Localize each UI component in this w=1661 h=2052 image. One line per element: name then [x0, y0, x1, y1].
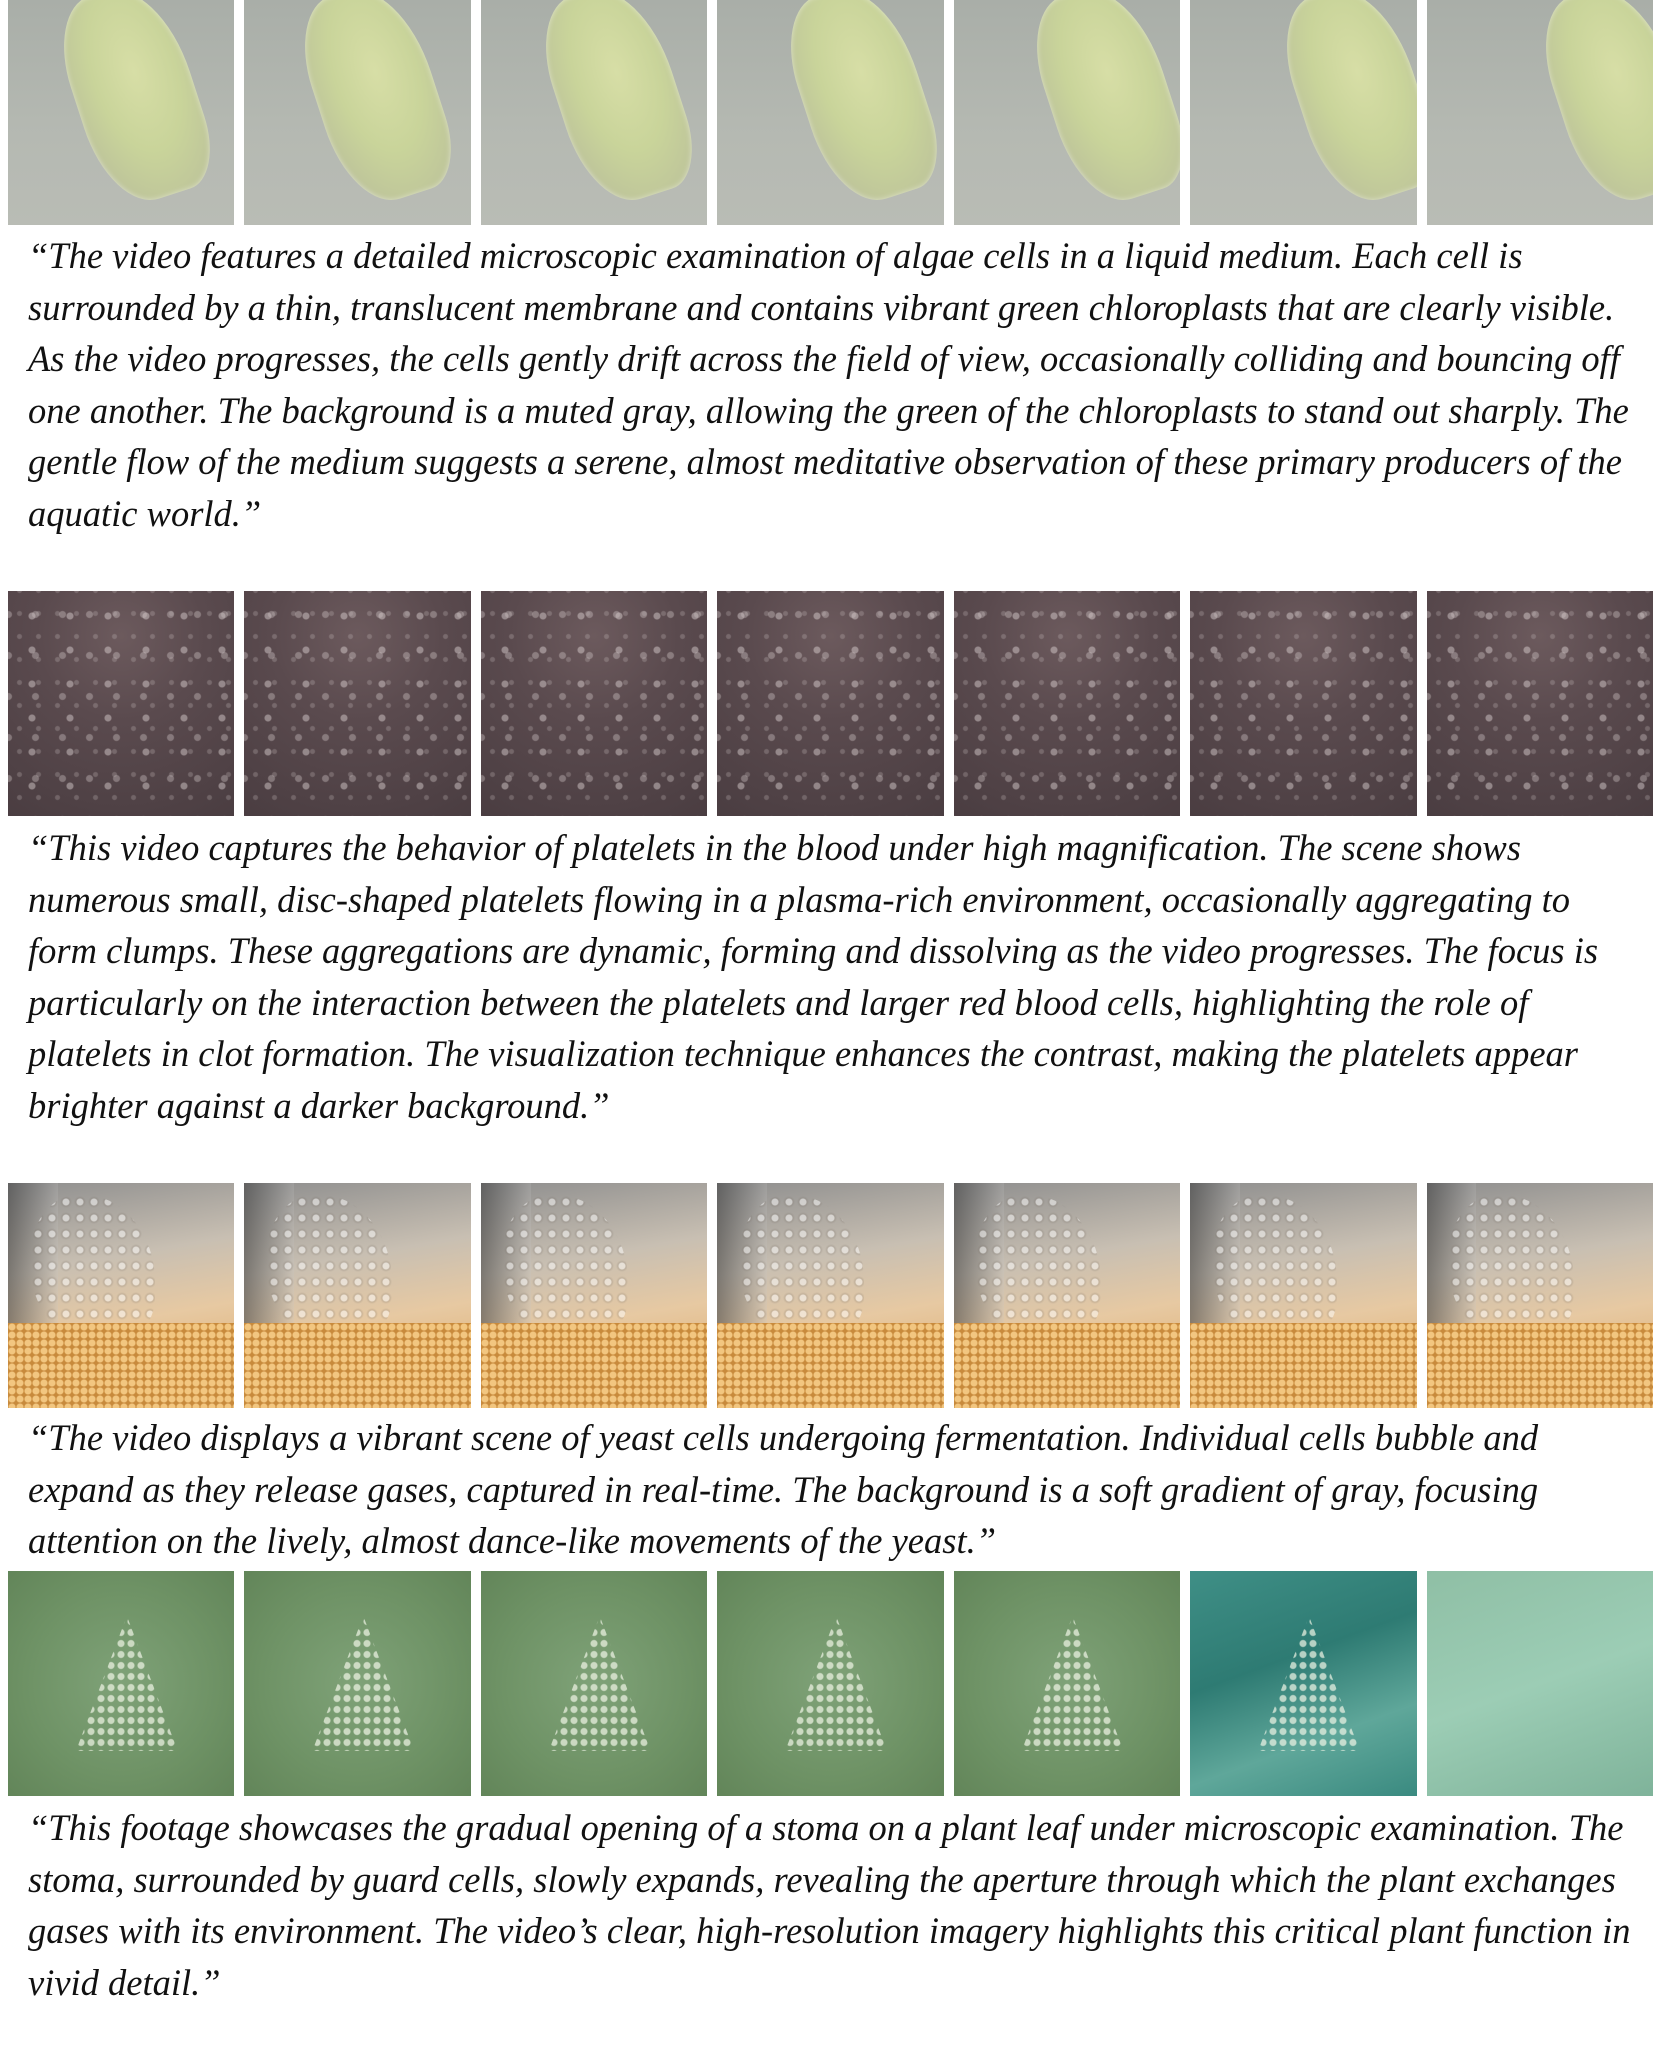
- yeast-frame-2: [244, 1183, 470, 1408]
- stoma-frame-strip: [8, 1571, 1653, 1796]
- algae-frame-strip: [8, 0, 1653, 225]
- platelet-caption: “This video captures the behavior of platelets in the blood under high magnification. The scene shows numerous small, disc-shaped platelets flowing in a plasma-rich environment, occasionally aggregating to form clumps. These aggregations are dynamic, forming and dissolving as the video progresses. The focus is particularly on the interaction between the platelets and larger red blood cells, highlighting the role of platelets in clot formation. The visualization technique enhances the contrast, making the platelets appear brighter against a darker background.”: [28, 827, 1599, 1126]
- stoma-frame-1: [8, 1571, 234, 1796]
- yeast-frame-4: [717, 1183, 943, 1408]
- yeast-frame-strip: [8, 1183, 1653, 1408]
- platelet-frame-4: [717, 591, 943, 816]
- stoma-caption: “This footage showcases the gradual opening of a stoma on a plant leaf under microscopic examination. The stoma, surrounded by guard cells, slowly expands, revealing the aperture through which the plant exchanges gases with its environment. The video’s clear, high-resolution imagery highlights this critical plant function in vivid detail.”: [28, 1807, 1631, 2003]
- platelet-frame-6: [1190, 591, 1416, 816]
- stoma-frame-6: [1190, 1571, 1416, 1796]
- stoma-frame-5: [954, 1571, 1180, 1796]
- stoma-frame-4: [717, 1571, 943, 1796]
- platelet-frame-7: [1427, 591, 1653, 816]
- algae-caption: “The video features a detailed microscopic examination of algae cells in a liquid medium. Each cell is surrounded by a thin, translucent membrane and contains vibrant green chloroplasts that are clearly visible. As the video progresses, the cells gently drift across the field of view, occasionally colliding and bouncing off one another. The background is a muted gray, allowing the green of the chloroplasts to stand out sharply. The gentle flow of the medium suggests a serene, almost meditative observation of these primary producers of the aquatic world.”: [28, 235, 1629, 534]
- algae-frame-7: [1427, 0, 1653, 225]
- yeast-caption: “The video displays a vibrant scene of yeast cells undergoing fermentation. Individual cells bubble and expand as they release gases, captured in real-time. The background is a soft gradient of gray, focusing attention on the lively, almost dance-like movements of the yeast.”: [28, 1417, 1539, 1561]
- stoma-frame-2: [244, 1571, 470, 1796]
- yeast-frame-1: [8, 1183, 234, 1408]
- platelet-frame-3: [481, 591, 707, 816]
- stoma-frame-7: [1427, 1571, 1653, 1796]
- platelet-frame-5: [954, 591, 1180, 816]
- algae-frame-2: [244, 0, 470, 225]
- yeast-frame-5: [954, 1183, 1180, 1408]
- yeast-frame-6: [1190, 1183, 1416, 1408]
- algae-frame-4: [717, 0, 943, 225]
- algae-frame-5: [954, 0, 1180, 225]
- platelet-frame-2: [244, 591, 470, 816]
- platelet-frame-strip: [8, 591, 1653, 816]
- yeast-frame-3: [481, 1183, 707, 1408]
- algae-frame-3: [481, 0, 707, 225]
- algae-frame-1: [8, 0, 234, 225]
- algae-frame-6: [1190, 0, 1416, 225]
- yeast-frame-7: [1427, 1183, 1653, 1408]
- stoma-frame-3: [481, 1571, 707, 1796]
- platelet-frame-1: [8, 591, 234, 816]
